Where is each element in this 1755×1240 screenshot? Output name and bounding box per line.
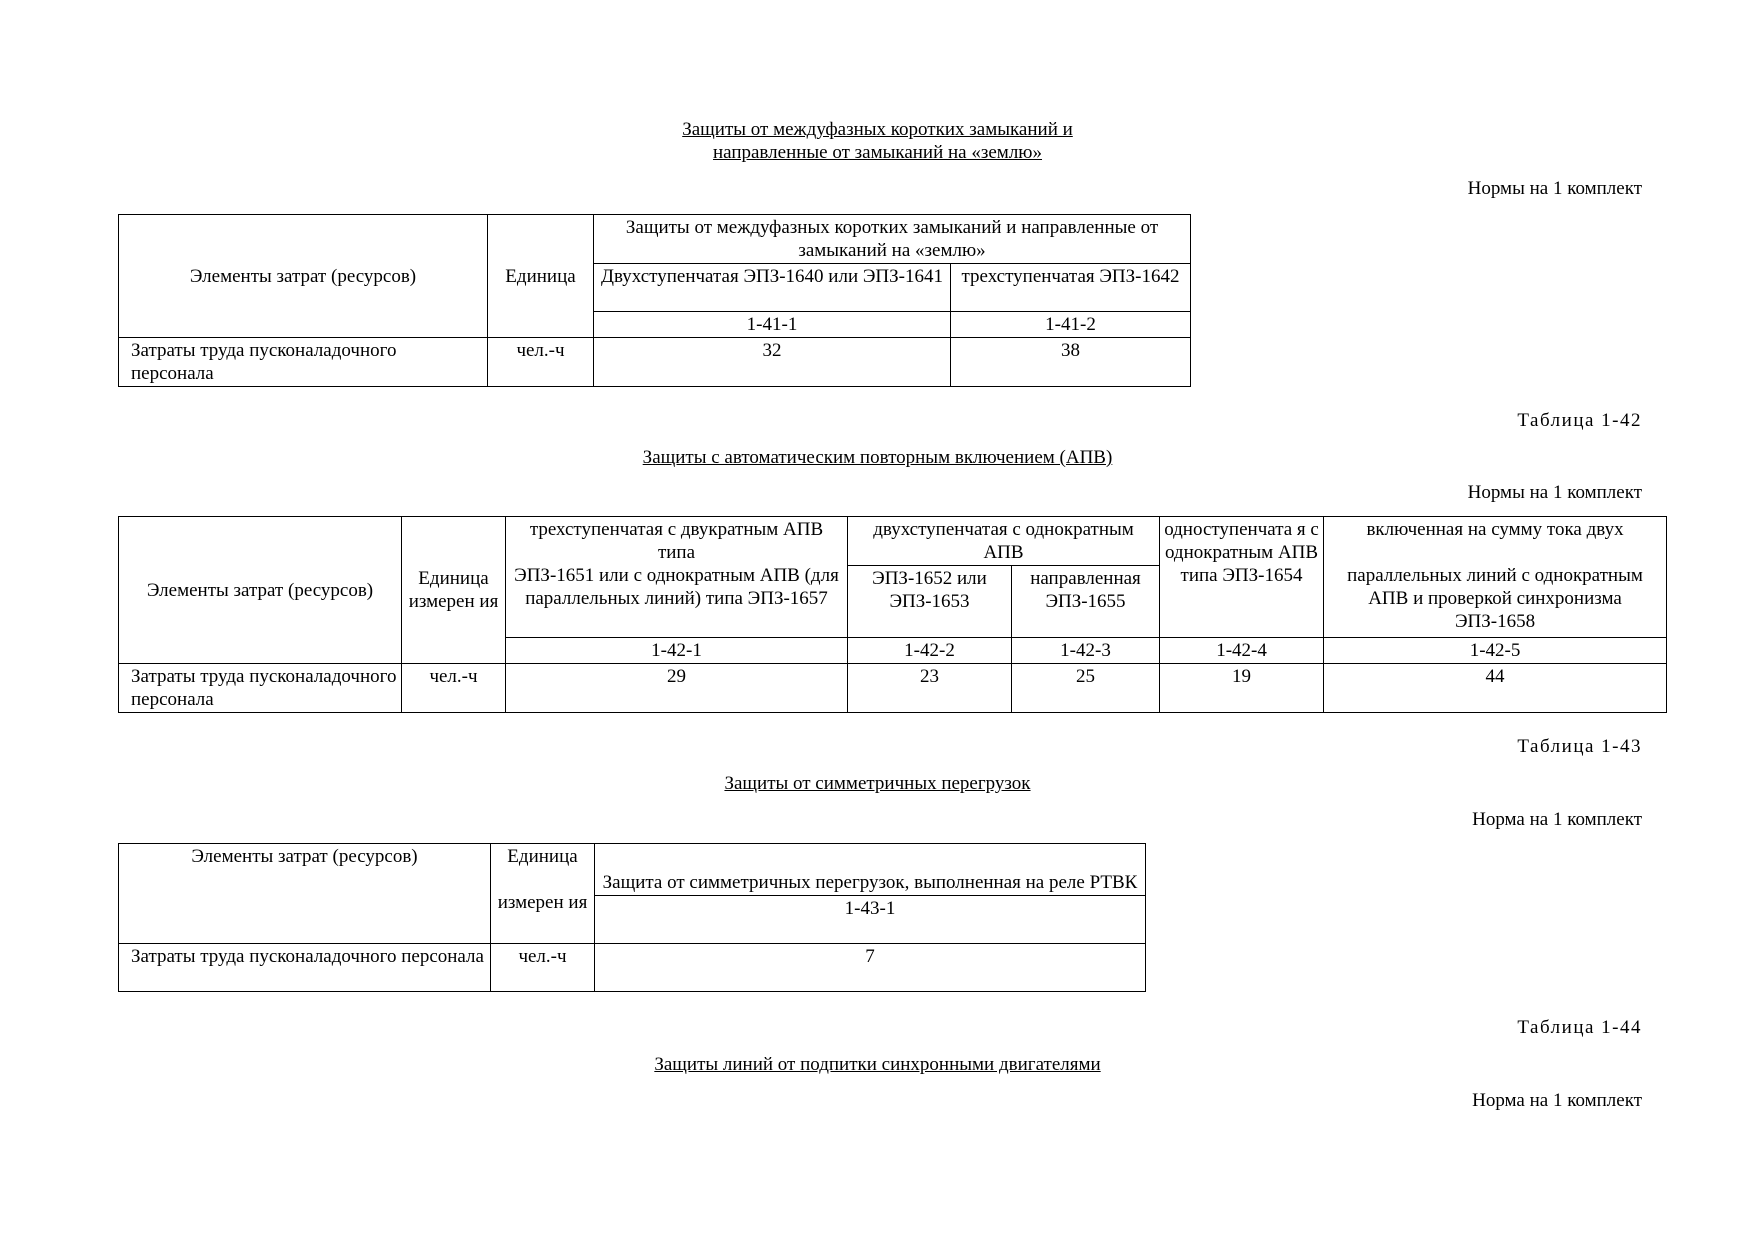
- header-three-stage-bottom: ЭПЗ-1651 или с однократным АПВ (для параллельных линий) типа ЭПЗ-1657: [514, 565, 839, 609]
- header-unit: [491, 844, 595, 944]
- table-row: [119, 944, 1146, 992]
- section4-table-label: Таблица 1-44: [1517, 1017, 1642, 1038]
- row-unit: чел.-ч: [402, 664, 506, 713]
- value-cell: 29: [506, 664, 848, 713]
- code-cell: 1-41-2: [951, 312, 1191, 338]
- section3-table-label: Таблица 1-43: [1517, 736, 1642, 757]
- header-sum-current-top: включенная на сумму тока двух: [1366, 519, 1624, 540]
- header-unit-bottom: измерен ия: [497, 892, 588, 913]
- table-1-41: [118, 214, 1191, 387]
- header-unit: Единица: [488, 215, 594, 338]
- value-cell: 38: [951, 338, 1191, 387]
- row-label: Затраты труда пусконаладочного персонала: [119, 338, 488, 387]
- section1-norm: Нормы на 1 комплект: [1467, 178, 1642, 199]
- header-elements: Элементы затрат (ресурсов): [119, 517, 402, 664]
- code-cell: 1-43-1: [595, 896, 1146, 944]
- section2-table-label: Таблица 1-42: [1517, 410, 1642, 431]
- code-cell: 1-42-5: [1324, 638, 1667, 664]
- code-cell: 1-42-3: [1012, 638, 1160, 664]
- row-unit: чел.-ч: [491, 944, 595, 992]
- table-1-42: [118, 516, 1667, 713]
- value-cell: 25: [1012, 664, 1160, 713]
- subheader-two-stage: Двухступенчатая ЭПЗ-1640 или ЭПЗ-1641: [594, 264, 951, 312]
- header-three-stage-top: трехступенчатая с двукратным АПВ типа: [529, 519, 824, 563]
- section3-norm: Норма на 1 комплект: [1472, 809, 1642, 830]
- value-cell: 32: [594, 338, 951, 387]
- code-cell: 1-41-1: [594, 312, 951, 338]
- header-group: Защита от симметричных перегрузок, выполненная на реле РТВК: [595, 844, 1146, 896]
- header-sum-current: [1324, 517, 1667, 638]
- section2-heading: Защиты с автоматическим повторным включением (АПВ): [642, 447, 1113, 468]
- section2-norm: Нормы на 1 комплект: [1467, 482, 1642, 503]
- section3-heading: Защиты от симметричных перегрузок: [724, 773, 1031, 794]
- row-label: Затраты труда пусконаладочного персонала: [119, 944, 491, 992]
- section4-norm: Норма на 1 комплект: [1472, 1090, 1642, 1111]
- subheader-directional: направленная ЭПЗ-1655: [1012, 566, 1160, 638]
- table-1-43: [118, 843, 1146, 992]
- section1-heading: [0, 118, 1755, 164]
- table-row: [119, 338, 1191, 387]
- section1-heading-line2: направленные от замыканий на «землю»: [712, 142, 1043, 163]
- header-group: Защиты от междуфазных коротких замыканий и направленные от замыканий на «землю»: [594, 215, 1191, 264]
- header-elements: Элементы затрат (ресурсов): [119, 215, 488, 338]
- row-unit: чел.-ч: [488, 338, 594, 387]
- section1-heading-line1: Защиты от междуфазных коротких замыканий и: [682, 119, 1073, 140]
- header-three-stage: [506, 517, 848, 638]
- code-cell: 1-42-4: [1160, 638, 1324, 664]
- header-unit: Единица измерен ия: [402, 517, 506, 664]
- header-elements: Элементы затрат (ресурсов): [119, 844, 491, 944]
- subheader-three-stage: трехступенчатая ЭПЗ-1642: [951, 264, 1191, 312]
- code-cell: 1-42-1: [506, 638, 848, 664]
- table-row: [119, 664, 1667, 713]
- code-cell: 1-42-2: [848, 638, 1012, 664]
- section4-heading: Защиты линий от подпитки синхронными двигателями: [654, 1054, 1101, 1075]
- value-cell: 23: [848, 664, 1012, 713]
- header-unit-top: Единица: [507, 846, 578, 867]
- value-cell: 44: [1324, 664, 1667, 713]
- value-cell: 7: [595, 944, 1146, 992]
- header-sum-current-bottom: параллельных линий с однократным АПВ и проверкой синхронизма ЭПЗ-1658: [1347, 565, 1643, 632]
- header-two-stage: двухступенчатая с однократным АПВ: [848, 517, 1160, 566]
- header-one-stage: одноступенчата я с однократным АПВ типа ЭПЗ-1654: [1160, 517, 1324, 638]
- subheader-epz-1652: ЭПЗ-1652 или ЭПЗ-1653: [848, 566, 1012, 638]
- value-cell: 19: [1160, 664, 1324, 713]
- row-label: Затраты труда пусконаладочного персонала: [119, 664, 402, 713]
